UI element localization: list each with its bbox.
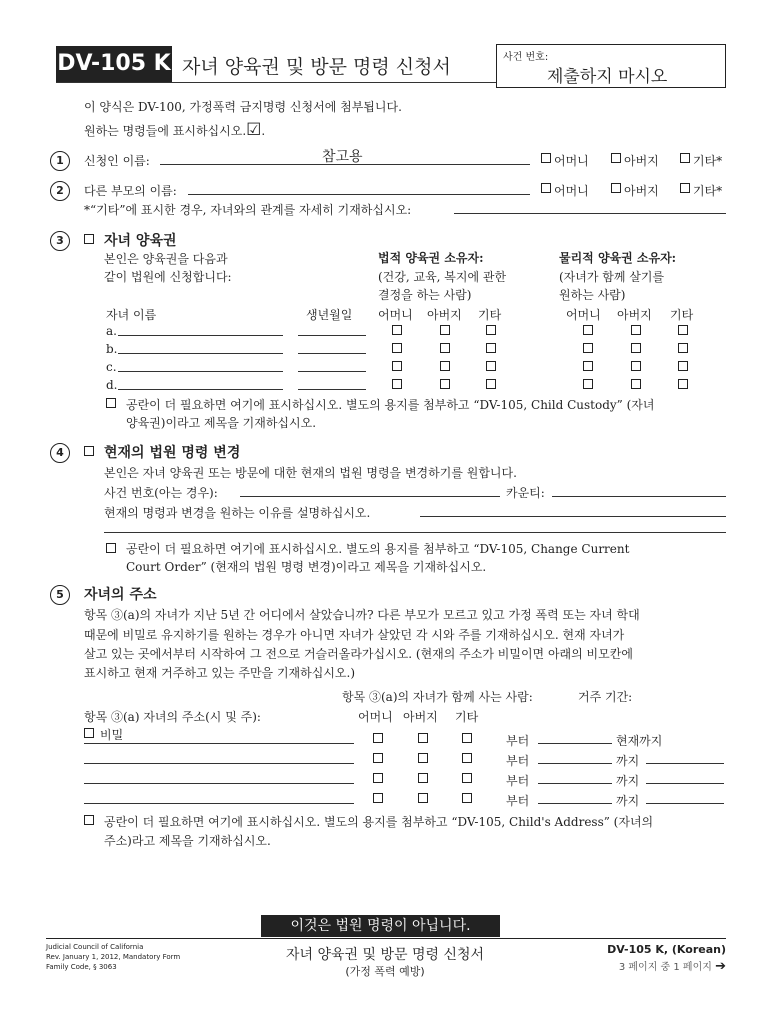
change-order-checkbox[interactable]: [84, 446, 94, 456]
item-1-number: 1: [50, 151, 70, 171]
until-label: 까지: [616, 794, 640, 808]
county-label: 카운티:: [506, 486, 545, 500]
legal-other-checkbox[interactable]: [486, 325, 496, 335]
child-address-label: 항목 ③(a) 자녀의 주소(시 및 주):: [84, 710, 261, 724]
other-relationship-note: *“기타”에 표시한 경우, 자녀와의 관계를 자세히 기재하십시오:: [84, 203, 412, 217]
legal-father-checkbox[interactable]: [440, 325, 450, 335]
custody-attachment-text-2: 양육권)이라고 제목을 기재하십시오.: [126, 416, 317, 430]
child-dob-field[interactable]: [298, 353, 366, 354]
item-5-number: 5: [50, 585, 70, 605]
address-attachment-checkbox[interactable]: [84, 815, 94, 825]
from-date-field[interactable]: [538, 763, 612, 764]
address-other-checkbox[interactable]: [462, 773, 472, 783]
intro-line-2: [84, 120, 265, 140]
physical-custody-heading: 물리적 양육권 소유자:: [559, 251, 677, 265]
address-father-checkbox[interactable]: [418, 733, 428, 743]
custody-desc-2: 같이 법원에 신청합니다:: [104, 270, 232, 284]
physical-father-checkbox[interactable]: [631, 361, 641, 371]
prior-case-number-label: 사건 번호(아는 경우):: [104, 486, 218, 500]
dob-column-header: 생년월일: [306, 308, 353, 322]
case-number-box: [496, 44, 726, 88]
until-date-field[interactable]: [646, 783, 724, 784]
intro-line-1: 이 양식은 DV-100, 가정폭력 금지명령 신청서에 첨부됩니다.: [84, 100, 402, 114]
address-father-checkbox[interactable]: [418, 793, 428, 803]
item-2-other-label: 기타*: [693, 184, 723, 198]
address-field[interactable]: [84, 743, 354, 744]
footer-subtitle: (가정 폭력 예방): [345, 965, 425, 978]
child-name-field[interactable]: [118, 335, 283, 336]
header-rule: [56, 82, 496, 83]
physical-mother-column-header: 어머니: [566, 308, 601, 322]
until-label: 까지: [616, 774, 640, 788]
item-1-other-label: 기타*: [693, 154, 723, 168]
address-father-column-header: 아버지: [403, 710, 438, 724]
page-number: 3 페이지 중 1 페이지: [618, 962, 712, 973]
address-mother-checkbox[interactable]: [373, 773, 383, 783]
physical-father-checkbox[interactable]: [631, 325, 641, 335]
address-mother-checkbox[interactable]: [373, 793, 383, 803]
physical-father-column-header: 아버지: [617, 308, 652, 322]
physical-mother-checkbox[interactable]: [583, 325, 593, 335]
physical-father-checkbox[interactable]: [631, 379, 641, 389]
applicant-name-label: 신청인 이름:: [84, 154, 150, 168]
other-relationship-field[interactable]: [454, 213, 726, 214]
address-field[interactable]: [84, 783, 354, 784]
form-id: DV-105 K: [56, 46, 172, 82]
physical-other-checkbox[interactable]: [678, 379, 688, 389]
intro-line-2-end: .: [261, 124, 266, 138]
legal-father-column-header: 아버지: [427, 308, 462, 322]
until-date-field[interactable]: [646, 803, 724, 804]
custody-attachment-checkbox[interactable]: [106, 398, 116, 408]
row-label: b.: [106, 342, 118, 356]
address-mother-checkbox[interactable]: [373, 753, 383, 763]
address-other-checkbox[interactable]: [462, 733, 472, 743]
not-a-court-order-notice: 이것은 법원 명령이 아닙니다.: [261, 915, 500, 937]
change-attachment-checkbox[interactable]: [106, 543, 116, 553]
physical-custody-desc-2: 원하는 사람): [559, 288, 626, 302]
address-field[interactable]: [84, 803, 354, 804]
legal-father-checkbox[interactable]: [440, 361, 450, 371]
applicant-name-value: 참고용: [322, 149, 363, 165]
child-name-field[interactable]: [118, 371, 283, 372]
item-1-father-label: 아버지: [624, 154, 659, 168]
custody-attachment-text-1: 공란이 더 필요하면 여기에 표시하십시오. 별도의 용지를 첨부하고 “DV-105, Child Custody” (자녀: [126, 398, 655, 412]
legal-other-column-header: 기타: [478, 308, 502, 322]
legal-father-checkbox[interactable]: [440, 379, 450, 389]
from-date-field[interactable]: [538, 783, 612, 784]
address-attachment-text-2: 주소)라고 제목을 기재하십시오.: [104, 834, 271, 848]
legal-mother-checkbox[interactable]: [392, 379, 402, 389]
physical-mother-checkbox[interactable]: [583, 343, 593, 353]
legal-mother-checkbox[interactable]: [392, 361, 402, 371]
address-attachment-text-1: 공란이 더 필요하면 여기에 표시하십시오. 별도의 용지를 첨부하고 “DV-105, Child's Address” (자녀의: [104, 815, 654, 829]
address-mother-checkbox[interactable]: [373, 733, 383, 743]
legal-other-checkbox[interactable]: [486, 379, 496, 389]
intro-line-2-text: 원하는 명령들에 표시하십시오.: [84, 124, 247, 138]
address-other-column-header: 기타: [455, 710, 479, 724]
item-1-father-checkbox[interactable]: [611, 153, 621, 163]
from-label: 부터: [506, 774, 530, 788]
case-number-label: 사건 번호:: [503, 52, 549, 63]
from-label: 부터: [506, 754, 530, 768]
form-title: 자녀 양육권 및 방문 명령 신청서: [182, 56, 451, 78]
change-order-heading: 현재의 법원 명령 변경: [104, 445, 241, 461]
address-field[interactable]: [84, 763, 354, 764]
child-address-para-4: 표시하고 현재 거주하고 있는 주만을 기재하십시오.): [84, 666, 356, 680]
change-attachment-text-1: 공란이 더 필요하면 여기에 표시하십시오. 별도의 용지를 첨부하고 “DV-105, Change Current: [126, 542, 630, 556]
present-label: 현재까지: [616, 734, 663, 748]
legal-custody-heading: 법적 양육권 소유자:: [378, 251, 484, 265]
legal-mother-column-header: 어머니: [378, 308, 413, 322]
row-label: c.: [106, 360, 117, 374]
child-address-para-2: 때문에 비밀로 유지하기를 원하는 경우가 아니면 자녀가 살았던 각 시와 주를 기재하십시오. 현재 자녀가: [84, 628, 625, 642]
row-label: a.: [106, 324, 117, 338]
item-2-mother-checkbox[interactable]: [541, 183, 551, 193]
check-mark-icon: ☑: [246, 120, 262, 140]
from-label: 부터: [506, 794, 530, 808]
physical-father-checkbox[interactable]: [631, 343, 641, 353]
until-date-field[interactable]: [646, 763, 724, 764]
child-dob-field[interactable]: [298, 335, 366, 336]
address-other-checkbox[interactable]: [462, 793, 472, 803]
footer-code: Family Code, § 3063: [46, 963, 117, 971]
item-2-father-label: 아버지: [624, 184, 659, 198]
legal-custody-desc-1: (건강, 교육, 복지에 관한: [378, 270, 507, 284]
item-1-mother-checkbox[interactable]: [541, 153, 551, 163]
physical-custody-desc-1: (자녀가 함께 살기를: [559, 270, 665, 284]
explain-change-field-2[interactable]: [104, 532, 726, 533]
other-parent-name-label: 다른 부모의 이름:: [84, 184, 177, 198]
child-address-heading: 자녀의 주소: [84, 587, 157, 603]
legal-father-checkbox[interactable]: [440, 343, 450, 353]
legal-other-checkbox[interactable]: [486, 361, 496, 371]
physical-mother-checkbox[interactable]: [583, 361, 593, 371]
child-custody-checkbox[interactable]: [84, 234, 94, 244]
child-dob-field[interactable]: [298, 389, 366, 390]
footer-left: [46, 942, 180, 972]
do-not-file-text: 제출하지 마시오: [547, 67, 668, 87]
legal-other-checkbox[interactable]: [486, 343, 496, 353]
legal-mother-checkbox[interactable]: [392, 343, 402, 353]
item-1-other-checkbox[interactable]: [680, 153, 690, 163]
legal-mother-checkbox[interactable]: [392, 325, 402, 335]
until-label: 까지: [616, 754, 640, 768]
physical-mother-checkbox[interactable]: [583, 379, 593, 389]
legal-custody-desc-2: 결정을 하는 사람): [378, 288, 472, 302]
child-name-field[interactable]: [118, 353, 283, 354]
other-parent-name-field[interactable]: [188, 194, 530, 195]
item-2-other-checkbox[interactable]: [680, 183, 690, 193]
from-date-field[interactable]: [538, 743, 612, 744]
footer-title: 자녀 양육권 및 방문 명령 신청서: [285, 947, 485, 963]
child-address-para-1: 항목 ③(a)의 자녀가 지난 5년 간 어디에서 살았습니까? 다른 부모가 모르고 있고 가정 폭력 또는 자녀 학대: [84, 608, 640, 622]
from-label: 부터: [506, 734, 530, 748]
custody-desc-1: 본인은 양육권을 다음과: [104, 252, 228, 266]
address-father-checkbox[interactable]: [418, 753, 428, 763]
item-2-mother-label: 어머니: [554, 184, 589, 198]
row-label: d.: [106, 378, 118, 392]
child-dob-field[interactable]: [298, 371, 366, 372]
next-page-arrow-icon: ➔: [715, 959, 726, 974]
secret-address-checkbox[interactable]: [84, 728, 94, 738]
physical-other-checkbox[interactable]: [678, 361, 688, 371]
prior-case-number-field[interactable]: [240, 496, 500, 497]
item-2-father-checkbox[interactable]: [611, 183, 621, 193]
physical-other-checkbox[interactable]: [678, 343, 688, 353]
physical-other-column-header: 기타: [670, 308, 694, 322]
item-2-number: 2: [50, 181, 70, 201]
physical-other-checkbox[interactable]: [678, 325, 688, 335]
child-address-para-3: 살고 있는 곳에서부터 시작하여 그 전으로 거슬러올라가십시오. (현재의 주소가 비밀이면 아래의 비모칸에: [84, 647, 633, 661]
child-name-column-header: 자녀 이름: [106, 308, 157, 322]
footer-rule: [46, 938, 726, 939]
child-name-field[interactable]: [118, 389, 283, 390]
change-order-desc: 본인은 자녀 양육권 또는 방문에 대한 현재의 법원 명령을 변경하기를 원합니다.: [104, 466, 517, 480]
change-attachment-text-2: Court Order” (현재의 법원 명령 변경)이라고 제목을 기재하십시오.: [126, 560, 487, 574]
explain-change-label: 현재의 명령과 변경을 원하는 이유를 설명하십시오.: [104, 506, 371, 520]
address-mother-column-header: 어머니: [358, 710, 393, 724]
secret-address-label: 비밀: [100, 728, 124, 742]
footer-council: Judicial Council of California: [46, 943, 144, 951]
residence-period-label: 거주 기간:: [578, 690, 633, 704]
address-other-checkbox[interactable]: [462, 753, 472, 763]
item-1-mother-label: 어머니: [554, 154, 589, 168]
child-custody-heading: 자녀 양육권: [104, 233, 177, 249]
footer-form-language: DV-105 K, (Korean): [607, 943, 726, 956]
explain-change-field-1[interactable]: [420, 516, 726, 517]
item-3-number: 3: [50, 231, 70, 251]
footer-revision: Rev. January 1, 2012, Mandatory Form: [46, 953, 181, 961]
footer-page-info: [560, 958, 726, 974]
county-field[interactable]: [552, 496, 726, 497]
lives-with-label: 항목 ③(a)의 자녀가 함께 사는 사람:: [342, 690, 533, 704]
item-4-number: 4: [50, 443, 70, 463]
from-date-field[interactable]: [538, 803, 612, 804]
address-father-checkbox[interactable]: [418, 773, 428, 783]
